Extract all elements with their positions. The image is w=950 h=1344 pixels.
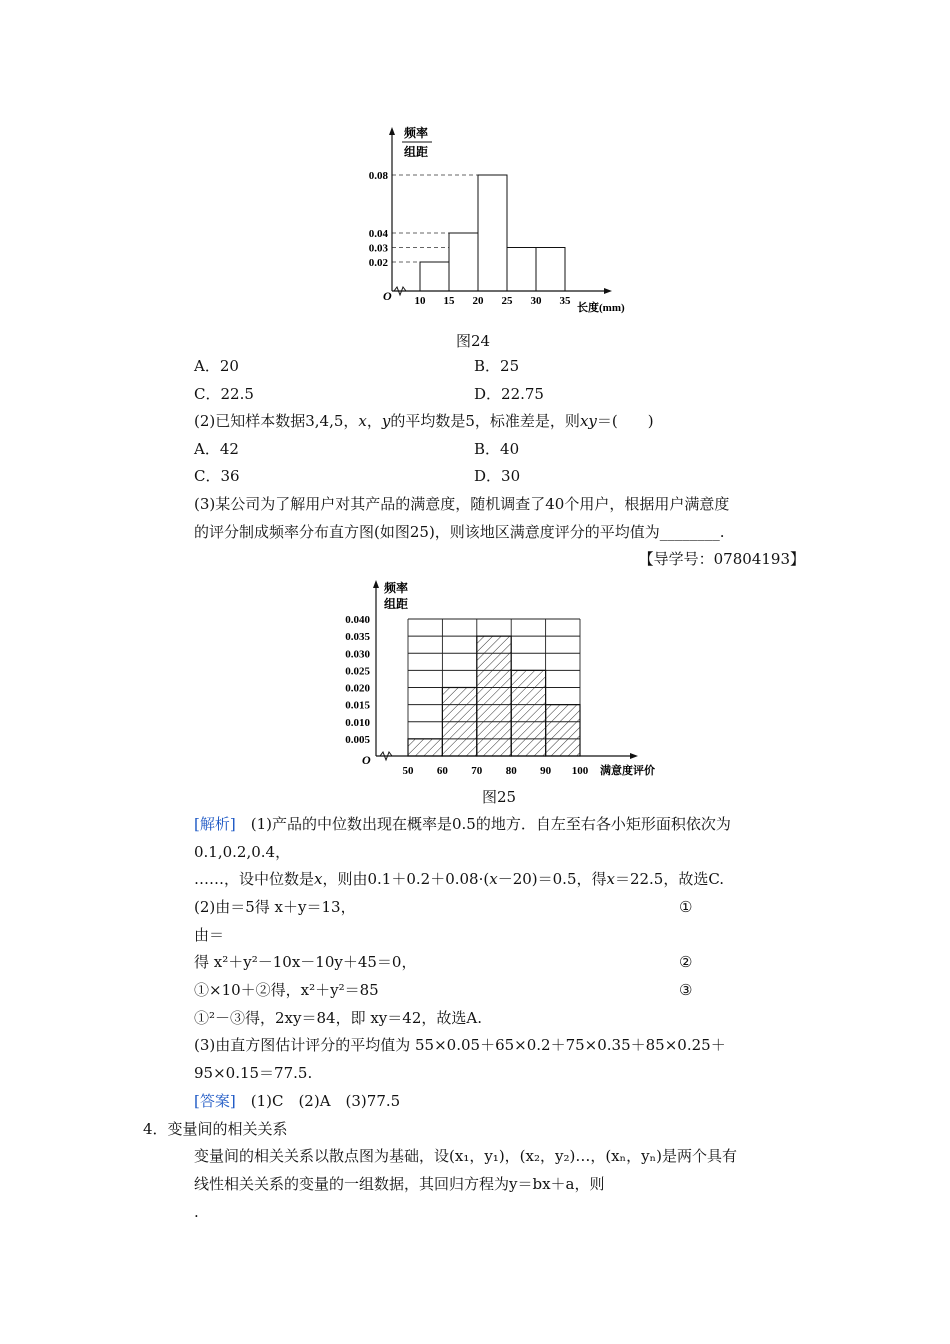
fig25-bars	[408, 636, 580, 756]
fig24-ylabel-bottom: 组距	[404, 145, 429, 159]
fig25-y-tick-label: 0.005	[345, 733, 370, 746]
fig24-x-tick-label: 15	[443, 295, 455, 307]
q2-option-d: D．30	[474, 467, 521, 485]
section-4-para-1: 变量间的相关关系以散点图为基础，设(x₁，y₁)，(x₂，y₂)…，(xₙ，yₙ)是两个具有	[194, 1147, 737, 1165]
fig25-y-tick-label: 0.030	[345, 648, 370, 661]
solution-l3-a: ……，设中位数是	[194, 870, 315, 888]
section-4-heading: 4．变量间的相关关系	[143, 1120, 288, 1138]
q2-var-y: y	[381, 412, 391, 430]
solution-line-3	[194, 869, 724, 889]
fig25-bar	[511, 670, 545, 756]
fig24-x-tick-labels	[415, 295, 572, 307]
q3-line-2: 的评分制成频率分布直方图(如图25)，则该地区满意度评分的平均值为________.	[194, 523, 725, 541]
fig24-y-axis-arrow	[389, 127, 395, 135]
section-4-para-2: 线性相关关系的变量的一组数据，其回归方程为y＝bx＋a，则	[194, 1175, 605, 1193]
fig24-y-tick-label: 0.04	[368, 228, 388, 240]
fig25-x-tick-label: 60	[436, 765, 448, 777]
fig25-x-tick-label: 90	[540, 765, 552, 777]
fig24-bar	[449, 233, 478, 291]
fig25-ylabel-bottom: 组距	[384, 597, 409, 611]
fig25-origin-label: O	[362, 753, 371, 767]
fig24-bar	[478, 175, 507, 291]
fig25-x-tick-label: 70	[471, 765, 483, 777]
fig24-y-tick-label: 0.02	[368, 257, 388, 269]
solution-line-10: 95×0.15＝77.5.	[194, 1064, 313, 1082]
q2-stem-end: ＝( )	[596, 412, 654, 430]
fig25-bar	[546, 705, 580, 756]
fig25-caption: 图25	[482, 788, 517, 806]
histogram-figure-24	[360, 120, 660, 320]
solution-line-9: (3)由直方图估计评分的平均值为 55×0.05＋65×0.2＋75×0.35＋85×0.25＋	[194, 1036, 726, 1054]
q1-option-b: B．25	[474, 357, 520, 375]
q2-comma: ，	[366, 412, 382, 430]
solution-line-8: ①²－③得，2xy＝84，即 xy＝42，故选A.	[194, 1009, 482, 1027]
solution-line-4: (2)由＝5得 x＋y＝13，	[194, 898, 356, 916]
fig24-y-tick-label: 0.08	[368, 170, 388, 182]
fig25-y-tick-label: 0.040	[345, 614, 370, 626]
fig24-bar	[507, 248, 536, 292]
q2-stem-mid: 的平均数是5，标准差是，则	[390, 412, 580, 430]
fig25-x-axis-arrow	[630, 753, 638, 759]
solution-l3-c: －20)＝0.5，得	[497, 870, 607, 888]
histogram-figure-25	[330, 574, 680, 780]
solution-eq-number-1: ①	[679, 898, 693, 916]
answer-tag: [答案]	[194, 1092, 236, 1110]
q2-var-x: x	[358, 412, 367, 430]
q1-option-c: C．22.5	[194, 385, 254, 403]
fig25-bar	[477, 636, 511, 756]
fig25-y-tick-label: 0.010	[345, 716, 370, 729]
fig24-x-tick-label: 20	[472, 295, 484, 307]
fig24-x-axis-arrow	[604, 288, 612, 294]
q3-line-1: (3)某公司为了解用户对其产品的满意度，随机调查了40个用户，根据用户满意度	[194, 495, 730, 513]
solution-l3-x2: x	[489, 870, 498, 888]
fig25-bar	[408, 739, 442, 756]
fig24-x-tick-label: 30	[530, 295, 542, 307]
q2-option-a: A．42	[194, 440, 239, 458]
solution-text-1: (1)产品的中位数出现在概率是0.5的地方．自左至右各小矩形面积依次为	[235, 815, 731, 833]
fig24-x-axis-label: 长度(mm)	[577, 302, 625, 314]
answer-line	[194, 1091, 400, 1111]
solution-tag: [解析]	[194, 815, 236, 833]
q1-option-d: D．22.75	[474, 385, 544, 403]
solution-line-7: ①×10＋②得，x²＋y²＝85	[194, 981, 379, 999]
fig24-bar	[420, 262, 449, 291]
solution-l3-x3: x	[606, 870, 615, 888]
fig25-y-tick-label: 0.025	[345, 665, 370, 678]
fig24-y-tick-label: 0.03	[368, 242, 388, 255]
fig25-ylabel-top: 频率	[384, 581, 409, 595]
q1-option-a: A．20	[194, 357, 239, 375]
q2-var-xy: xy	[579, 412, 597, 430]
solution-l3-x: x	[314, 870, 323, 888]
fig24-caption: 图24	[456, 332, 491, 350]
q2-option-c: C．36	[194, 467, 240, 485]
solution-line-5: 由＝	[194, 926, 225, 944]
section-4-para-3: .	[194, 1203, 199, 1221]
fig24-x-tick-label: 10	[414, 295, 426, 307]
solution-line-6: 得 x²＋y²－10x－10y＋45＝0，	[194, 953, 417, 971]
solution-l3-d: ＝22.5，故选C.	[614, 870, 725, 888]
fig25-x-tick-label: 80	[505, 765, 517, 777]
solution-eq-number-2: ②	[679, 953, 693, 971]
solution-line-1	[194, 814, 731, 834]
answer-text: (1)C (2)A (3)77.5	[235, 1092, 401, 1110]
fig25-y-tick-label: 0.020	[345, 682, 370, 695]
fig25-x-axis-label: 满意度评价	[600, 765, 655, 777]
fig24-x-tick-label: 25	[501, 295, 513, 307]
solution-line-2: 0.1,0.2,0.4，	[194, 843, 291, 861]
fig24-y-tick-labels	[369, 170, 389, 269]
q2-option-b: B．40	[474, 440, 520, 458]
fig25-y-tick-labels	[345, 614, 370, 746]
fig25-y-tick-label: 0.035	[345, 631, 370, 644]
fig25-y-axis-arrow	[373, 580, 379, 588]
fig25-x-tick-label: 50	[402, 765, 414, 777]
fig24-x-tick-label: 35	[559, 295, 571, 307]
fig25-y-tick-label: 0.015	[345, 699, 370, 712]
fig25-x-tick-label: 100	[571, 765, 589, 777]
q3-reference-number: 【导学号：07804193】	[638, 550, 805, 568]
solution-eq-number-3: ③	[679, 981, 693, 999]
solution-l3-b: ，则由0.1＋0.2＋0.08·(	[322, 870, 490, 888]
fig24-origin-label: O	[383, 289, 392, 303]
fig24-ylabel-top: 频率	[404, 126, 429, 140]
fig25-x-tick-labels	[403, 765, 589, 777]
q2-stem-prefix: (2)已知样本数据3,4,5，	[194, 412, 359, 430]
q2-stem	[194, 411, 654, 431]
fig24-bar	[536, 248, 565, 292]
